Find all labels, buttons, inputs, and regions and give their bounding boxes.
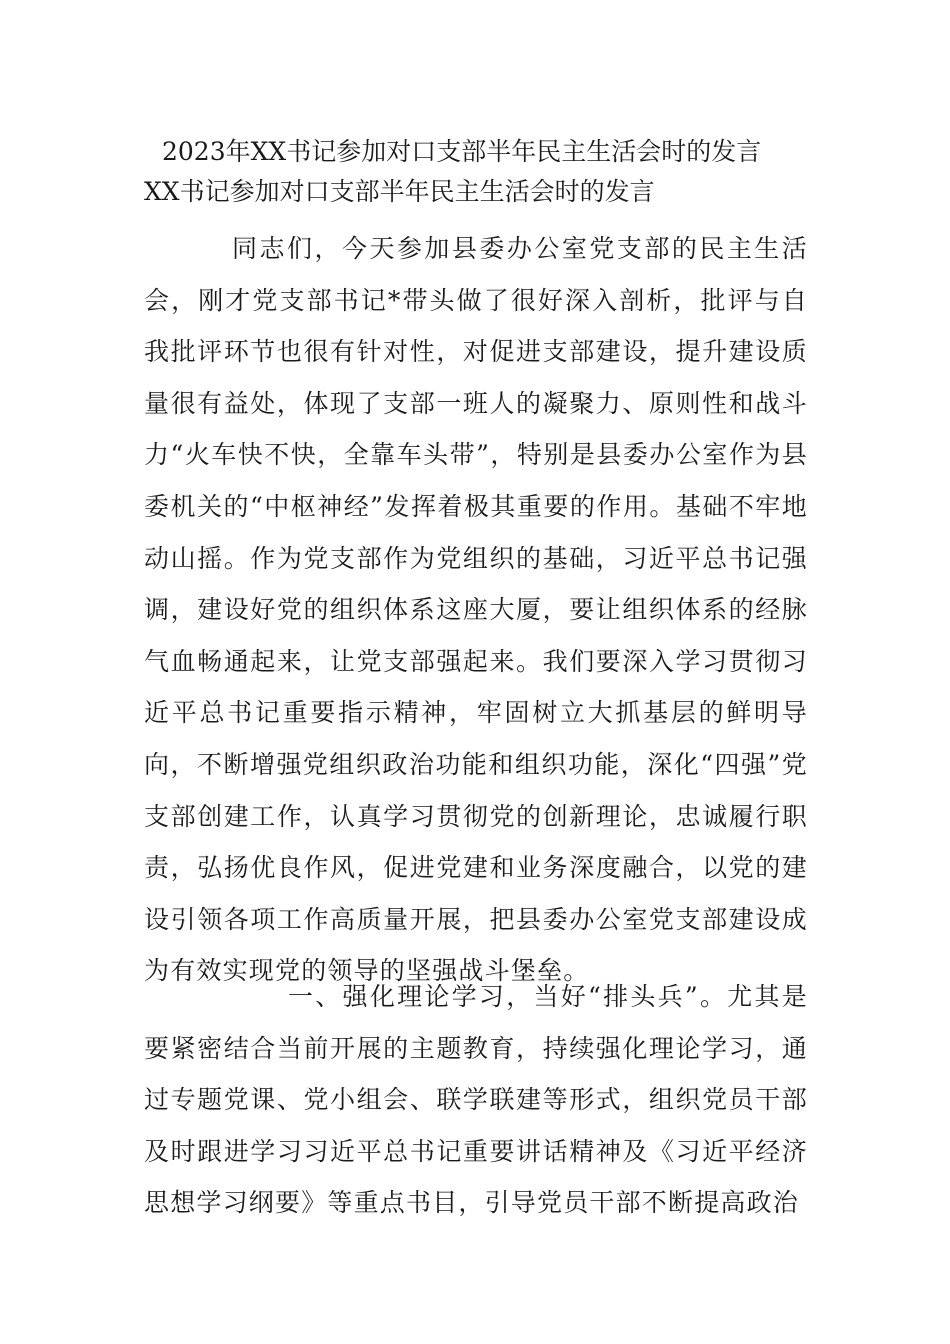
document-subtitle: XX书记参加对口支部半年民主生活会时的发言 (144, 177, 655, 206)
body-paragraph: 同志们，今天参加县委办公室党支部的民主生活会，刚才党支部书记*带头做了很好深入剖析，批评与自我批评环节也很有针对性，对促进支部建设，提升建设质量很有益处，体现了支部一班人的凝聚力、原则性和战斗力“火车快不快，全靠车头带”，特别是县委办公室作为县委机关的“中枢神经”发挥着极其重要的作用。基础不牢地动山摇。作为党支部作为党组织的基础，习近平总书记强调，建设好党的组织体系这座大厦，要让组织体系的经脉气血畅通起来，让党支部强起来。我们要深入学习贯彻习近平总书记重要指示精神，牢固树立大抓基层的鲜明导向，不断增强党组织政治功能和组织功能，深化“四强”党支部创建工作，认真学习贯彻党的创新理论，忠诚履行职责，弘扬优良作风，促进党建和业务深度融合，以党的建设引领各项工作高质量开展，把县委办公室党支部建设成为有效实现党的领导的坚强战斗堡垒。 (144, 234, 808, 986)
body-paragraph: 一、强化理论学习，当好“排头兵”。尤其是要紧密结合当前开展的主题教育，持续强化理论学习，通过专题党课、党小组会、联学联建等形式，组织党员干部及时跟进学习习近平总书记重要讲话精神及《习近平经济思想学习纲要》等重点书目，引导党员干部不断提高政治 (144, 982, 808, 1218)
document-title: 2023年XX书记参加对口支部半年民主生活会时的发言 (162, 137, 762, 166)
